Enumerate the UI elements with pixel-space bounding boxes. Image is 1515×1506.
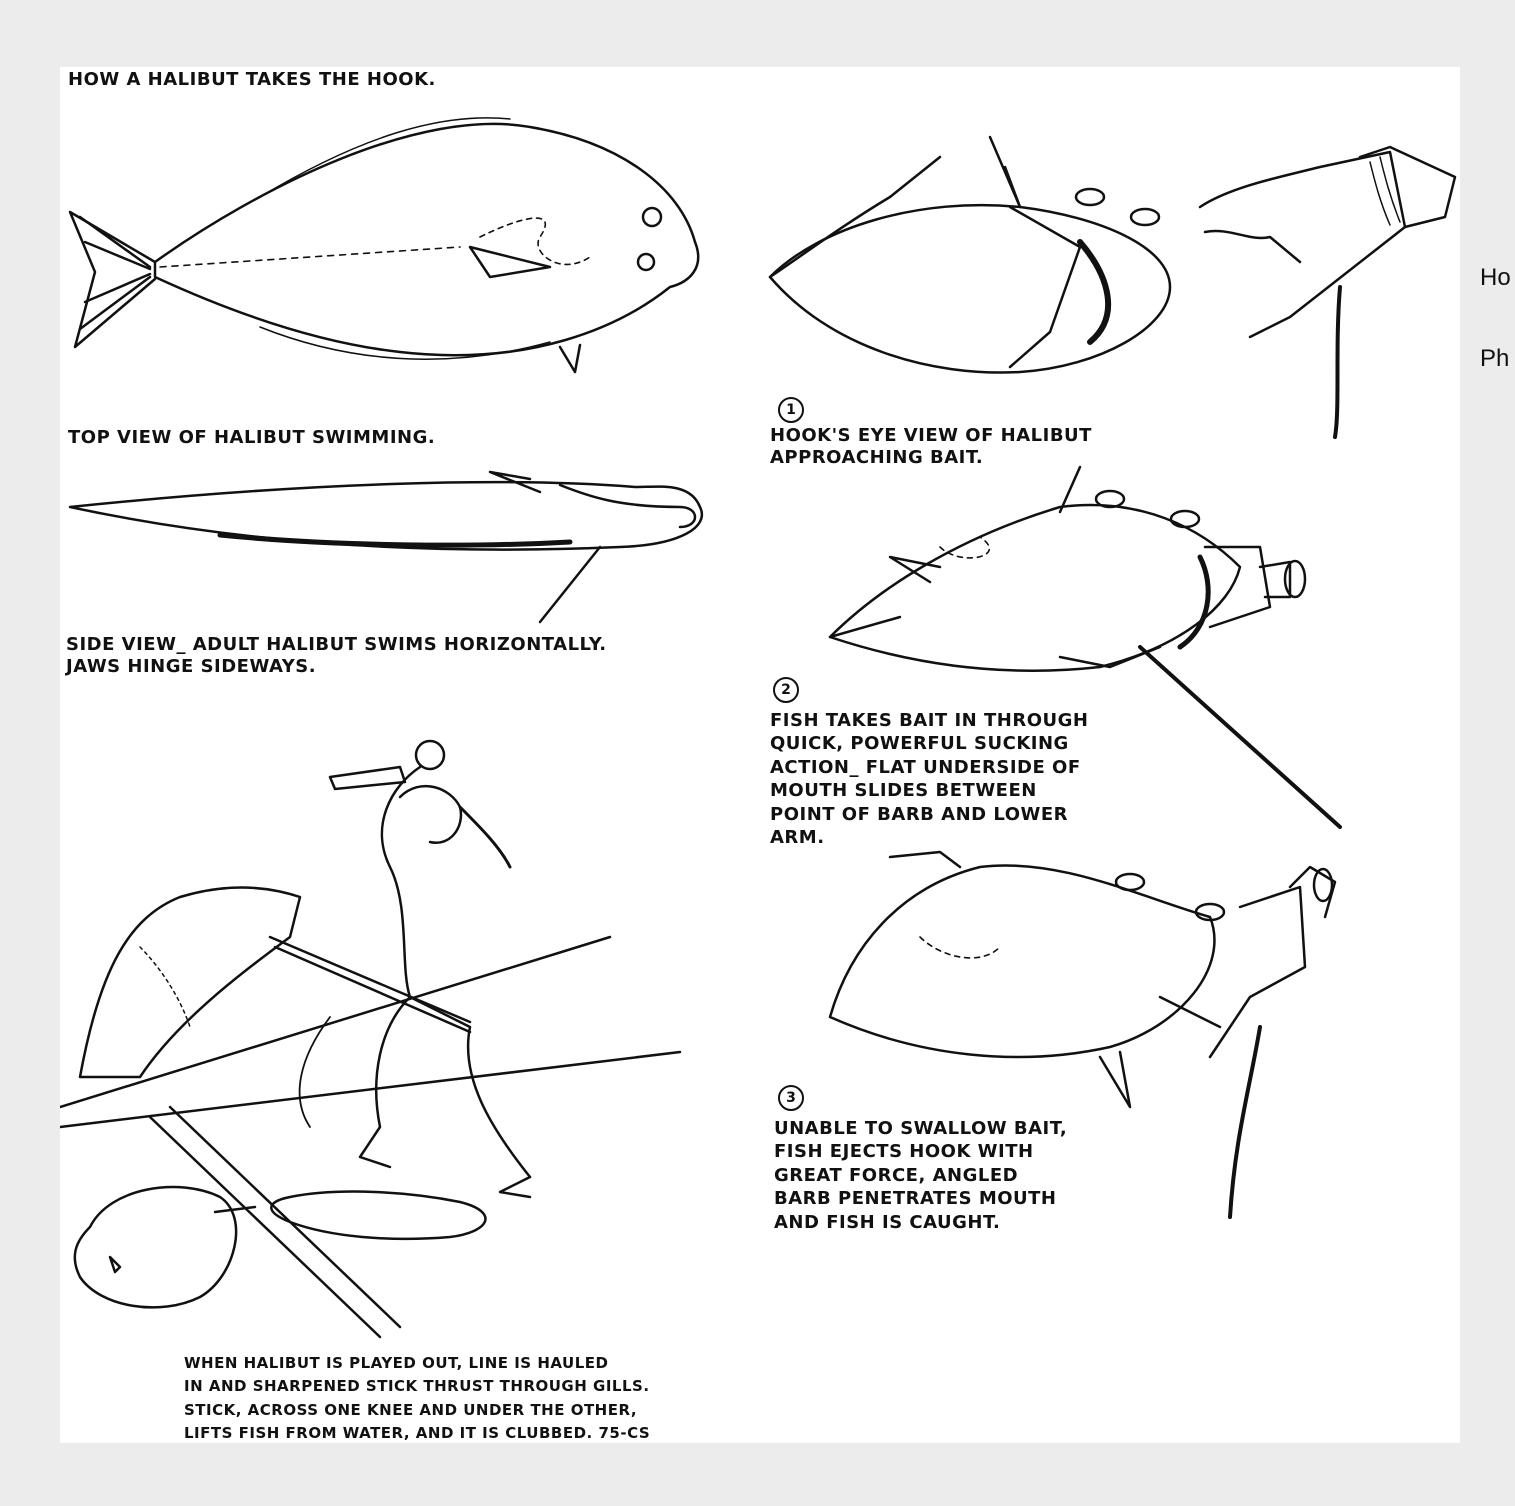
step1-number-badge: 1 bbox=[778, 397, 804, 423]
step2-caption: FISH TAKES BAIT IN THROUGH QUICK, POWERFUL SUCKING ACTION_ FLAT UNDERSIDE OF MOUTH SLIDES BETWEEN POINT OF BARB AND LOWER ARM. bbox=[770, 710, 1089, 848]
step3-caption: UNABLE TO SWALLOW BAIT, FISH EJECTS HOOK WITH GREAT FORCE, ANGLED BARB PENETRATES MOUTH AND FISH IS CAUGHT. bbox=[774, 1118, 1068, 1233]
step3-number-badge: 3 bbox=[778, 1085, 804, 1111]
halibut-illustration-plate bbox=[60, 67, 1460, 1443]
halibut-top-view-drawing bbox=[70, 118, 698, 372]
side-view-caption: SIDE VIEW_ ADULT HALIBUT SWIMS HORIZONTALLY. JAWS HINGE SIDEWAYS. bbox=[66, 634, 607, 677]
halibut-side-view-drawing bbox=[70, 472, 702, 622]
top-view-caption: TOP VIEW OF HALIBUT SWIMMING. bbox=[68, 427, 436, 448]
step1-drawing bbox=[770, 137, 1455, 437]
illustration-title: HOW A HALIBUT TAKES THE HOOK. bbox=[68, 69, 436, 90]
fisherman-scene-drawing bbox=[60, 741, 680, 1337]
side-panel-photo-credit-fragment: Ph bbox=[1480, 345, 1510, 372]
step2-number-badge: 2 bbox=[773, 677, 799, 703]
side-panel-title-fragment: Ho bbox=[1480, 264, 1511, 291]
step1-caption: HOOK'S EYE VIEW OF HALIBUT APPROACHING BAIT. bbox=[770, 425, 1092, 468]
line-drawings bbox=[60, 67, 1460, 1443]
bottom-caption: WHEN HALIBUT IS PLAYED OUT, LINE IS HAULED IN AND SHARPENED STICK THRUST THROUGH GILLS. STICK, ACROSS ONE KNEE AND UNDER THE OTHER, LIFTS FISH FROM WATER, AND IT IS CLUBBED. 75-CS bbox=[184, 1354, 651, 1442]
